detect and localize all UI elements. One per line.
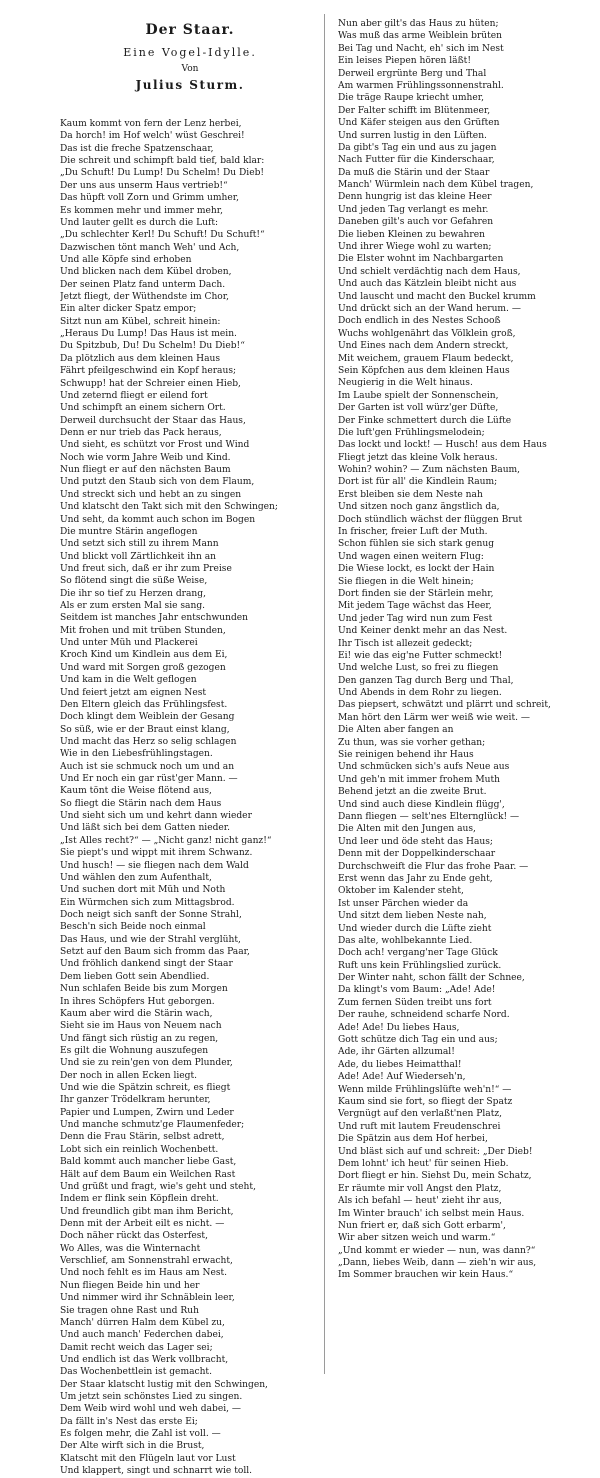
poem-line: „Und kommt er wieder — nun, was dann?“ (338, 1245, 536, 1256)
poem-line: Wir aber sitzen weich und warm.“ (338, 1233, 496, 1244)
poem-line: Sie fliegen in die Welt hinein; (338, 576, 474, 587)
poem-line: Dort fliegt er hin. Siehst Du, mein Schatz, (338, 1171, 532, 1182)
poem-line: Denn die Frau Stärin, selbst adrett, (60, 1132, 225, 1143)
poem-line: Damit recht weich das Lager sei; (60, 1342, 213, 1353)
poem-line: Im Winter brauch' ich selbst mein Haus. (338, 1208, 525, 1219)
poem-line: Und ward mit Sorgen groß gezogen (60, 662, 226, 673)
poem-line: Zu thun, was sie vorher gethan; (338, 737, 486, 748)
poem-line: Und fröhlich dankend singt der Staar (60, 959, 233, 970)
poem-line: „Heraus Du Lump! Das Haus ist mein. (60, 329, 237, 340)
poem-line: Das Wochenbettlein ist gemacht. (60, 1367, 212, 1378)
poem-line: Oktober im Kalender steht, (338, 886, 464, 897)
poem-line: Dem lieben Gott sein Abendlied. (60, 971, 210, 982)
poem-line: „Du schlechter Kerl! Du Schuft! Du Schuft!“ (60, 230, 265, 241)
poem-line: Kroch Kind um Kindlein aus dem Ei, (60, 650, 228, 661)
poem-line: Nun fliegt er auf den nächsten Baum (60, 465, 231, 476)
poem-line: Die luft'gen Frühlingsmelodein; (338, 427, 485, 438)
poem-line: Und drückt sich an der Wand herum. — (338, 303, 521, 314)
poem-line: Wo Alles, was die Winternacht (60, 1243, 201, 1254)
poem-line: Das ist die freche Spatzenschaar, (60, 143, 214, 154)
poem-line: Da gibt's Tag ein und aus zu jagen (338, 142, 497, 153)
poem-line: Erst bleiben sie dem Neste nah (338, 489, 483, 500)
poem-line: Den ganzen Tag durch Berg und Thal, (338, 675, 514, 686)
poem-line: Der Winter naht, schon fällt der Schnee, (338, 973, 525, 984)
poem-line: Lobt sich ein reinlich Wochenbett. (60, 1144, 219, 1155)
poem-line: Fliegt jetzt das kleine Volk heraus. (338, 452, 498, 463)
poem-line: Papier und Lumpen, Zwirn und Leder (60, 1107, 234, 1118)
poem-line: Dem lohnt' ich heut' für seinen Hieb. (338, 1158, 509, 1169)
poem-line: In frischer, freier Luft der Muth. (338, 527, 488, 538)
poem-line: Es kommen mehr und immer mehr, (60, 205, 223, 216)
poem-line: Es folgen mehr, die Zahl ist voll. — (60, 1429, 221, 1440)
poem-line: Hält auf dem Baum ein Weilchen Rast (60, 1169, 236, 1180)
poem-line: Und wieder durch die Lüfte zieht (338, 923, 492, 934)
poem-line: Der Garten ist voll würz'ger Düfte, (338, 403, 499, 414)
poem-line: Das hüpft voll Zorn und Grimm umher, (60, 193, 239, 204)
poem-line: Dazwischen tönt manch Weh' und Ach, (60, 242, 240, 253)
poem-line: Da fällt in's Nest das erste Ei; (60, 1416, 198, 1427)
poem-line: Dort ist für all' die Kindlein Raum; (338, 477, 498, 488)
poem-line: Und feiert jetzt am eignen Nest (60, 687, 207, 698)
poem-line: Er räumte mir voll Angst den Platz, (338, 1183, 502, 1194)
poem-line: Kaum sind sie fort, so fliegt der Spatz (338, 1096, 513, 1107)
poem-line: Und nimmer wird ihr Schnäblein leer, (60, 1293, 235, 1304)
poem-line: „Du Schuft! Du Lump! Du Schelm! Du Dieb! (60, 168, 265, 179)
poem-line: Jetzt fliegt, der Wüthendste im Chor, (60, 292, 230, 303)
poem-line: Sie piept's und wippt mit ihrem Schwanz. (60, 848, 253, 859)
poem-line: Um jetzt sein schönstes Lied zu singen. (60, 1392, 243, 1403)
poem-line: Und husch! — sie fliegen nach dem Wald (60, 860, 249, 871)
poem-line: Und Keiner denkt mehr an das Nest. (338, 626, 508, 637)
poem-line: Ist unser Pärchen wieder da (338, 898, 469, 909)
poem-line: Da klingt's vom Baum: „Ade! Ade! (338, 985, 496, 996)
poem-line: Und ruft mit lautem Freudenschrei (338, 1121, 501, 1132)
poem-line: Verschlief, am Sonnenstrahl erwacht, (60, 1256, 233, 1267)
poem-line: So fliegt die Stärin nach dem Haus (60, 798, 222, 809)
poem-line: Am warmen Frühlingssonnenstrahl. (338, 80, 504, 91)
poem-line: Und schimpft an einem sichern Ort. (60, 403, 226, 414)
poem-line: Der Falter schifft im Blütenmeer, (338, 105, 491, 116)
poem-line: Und lauscht und macht den Buckel krumm (338, 291, 536, 302)
poem-line: „Dann, liebes Weib, dann — zieh'n wir aus, (338, 1258, 537, 1269)
poem-line: Und endlich ist das Werk vollbracht, (60, 1354, 229, 1365)
poem-line: Manch' dürren Halm dem Kübel zu, (60, 1317, 225, 1328)
poem-line: Und freundlich gibt man ihm Bericht, (60, 1206, 234, 1217)
poem-line: Es gilt die Wohnung auszufegen (60, 1045, 209, 1056)
poem-line: Und blickt voll Zärtlichkeit ihn an (60, 551, 216, 562)
poem-line: Bei Tag und Nacht, eh' sich im Nest (338, 43, 504, 54)
poem-line: Gott schütze dich Tag ein und aus; (338, 1035, 498, 1046)
poem-line: Wenn milde Frühlingslüfte weh'n!“ — (338, 1084, 512, 1095)
poem-line: Und blicken nach dem Kübel droben, (60, 267, 232, 278)
poem-line: Und putzt den Staub sich von dem Flaum, (60, 477, 255, 488)
poem-title: Der Staar. (145, 22, 235, 38)
poem-line: Denn mit der Doppelkinderschaar (338, 849, 496, 860)
poem-line: Ei! wie das eig'ne Futter schmeckt! (338, 650, 503, 661)
poem-line: Ade, du liebes Heimatthal! (338, 1059, 462, 1070)
poem-line: Die Alten mit den Jungen aus, (338, 824, 476, 835)
poem-line: Und sie zu rein'gen von dem Plunder, (60, 1058, 233, 1069)
poem-line: Den Eltern gleich das Frühlingsfest. (60, 699, 228, 710)
poem-line: Denn er nur trieb das Pack heraus, (60, 427, 222, 438)
poem-subtitle: Eine Vogel-Idylle. (123, 46, 257, 59)
poem-line: Ein leises Piepen hören läßt! (338, 56, 471, 67)
poem-line: Und sitzt dem lieben Neste nah, (338, 911, 487, 922)
poem-line: Ein Würmchen sich zum Mittagsbrod. (60, 897, 235, 908)
poem-line: Im Laube spielt der Sonnenschein, (338, 390, 499, 401)
poem-line: Und unter Müh und Plackerei (60, 638, 198, 649)
poem-line: Und Er noch ein gar rüst'ger Mann. — (60, 774, 238, 785)
poem-line: Derweil ergrünte Berg und Thal (338, 68, 487, 79)
poem-line: Nun aber gilt's das Haus zu hüten; (338, 19, 499, 29)
poem-line: Doch klingt dem Weiblein der Gesang (60, 712, 235, 723)
poem-line: Zum fernen Süden treibt uns fort (338, 997, 492, 1008)
poem-line: Was muß das arme Weiblein brüten (338, 31, 503, 42)
poem-line: Nach Futter für die Kinderschaar, (338, 155, 495, 166)
poem-line: Besch'n sich Beide noch einmal (60, 922, 206, 933)
column-divider (324, 14, 325, 1374)
poem-line: Und grüßt und fragt, wie's geht und steht, (60, 1181, 256, 1192)
poem-line: Ihr Tisch ist allezeit gedeckt; (338, 638, 473, 649)
poem-line: Und sitzen noch ganz ängstlich da, (338, 502, 500, 513)
poem-line: Doch näher rückt das Osterfest, (60, 1231, 208, 1242)
poem-line: Und zeternd fliegt er eilend fort (60, 390, 208, 401)
poem-line: Und wie die Spätzin schreit, es fliegt (60, 1083, 231, 1094)
poem-line: Und ihrer Wiege wohl zu warten; (338, 242, 492, 253)
poem-line: Erst wenn das Jahr zu Ende geht, (338, 873, 493, 884)
poem-line: Ade, ihr Gärten allzumal! (338, 1047, 455, 1058)
left-column (60, 18, 310, 1478)
poem-line: Und suchen dort mit Müh und Noth (60, 885, 226, 896)
byline: Von (181, 64, 199, 74)
poem-line: Doch neigt sich sanft der Sonne Strahl, (60, 910, 242, 920)
poem-line: Bald kommt auch mancher liebe Gast, (60, 1157, 237, 1168)
poem-line: Und schmücken sich's aufs Neue aus (338, 762, 510, 773)
poem-line: Ein alter dicker Spatz empor; (60, 304, 197, 315)
poem-line: Setzt auf den Baum sich fromm das Paar, (60, 947, 250, 958)
poem-lines-left (60, 118, 310, 1478)
poem-line: Und Abends in dem Rohr zu liegen. (338, 688, 502, 699)
poem-line: Sieht sie im Haus von Neuem nach (60, 1021, 222, 1032)
poem-line: Nun fliegen Beide hin und her (60, 1280, 200, 1291)
poem-line: Indem er flink sein Köpflein dreht. (60, 1194, 219, 1205)
poem-line: Mit frohen und mit trüben Stunden, (60, 625, 226, 636)
poem-line: Der uns aus unserm Haus vertrieb!“ (60, 180, 228, 191)
poem-line: Die träge Raupe kriecht umher, (338, 93, 485, 104)
poem-line: Die Elster wohnt im Nachbargarten (338, 254, 504, 265)
poem-line: Und wählen den zum Aufenthalt, (60, 872, 212, 883)
poem-line: Mit weichem, grauem Flaum bedeckt, (338, 353, 514, 364)
poem-line: Wohin? wohin? — Zum nächsten Baum, (338, 465, 521, 476)
poem-line: Du Spitzbub, Du! Du Schelm! Du Dieb!“ (60, 341, 245, 352)
poem-line: Manch' Würmlein nach dem Kübel tragen, (338, 180, 534, 191)
poem-line: Und geh'n mit immer frohem Muth (338, 774, 501, 785)
poem-line: Und lauter gellt es durch die Luft: (60, 217, 219, 228)
poem-line: Doch endlich in des Nestes Schooß (338, 316, 501, 327)
poem-line: Sein Köpfchen aus dem kleinen Haus (338, 365, 510, 376)
poem-line: „Ist Alles recht?“ — „Nicht ganz! nicht ganz!“ (60, 835, 272, 846)
author-name: Julius Sturm. (135, 78, 245, 92)
poem-header (60, 22, 310, 92)
poem-line: Und freut sich, daß er ihr zum Preise (60, 563, 232, 574)
poem-line: Und alle Köpfe sind erhoben (60, 254, 192, 265)
poem-line: Und setzt sich still zu ihrem Mann (60, 539, 219, 550)
poem-line: Seitdem ist manches Jahr entschwunden (60, 613, 249, 624)
poem-line: Der noch in allen Ecken liegt. (60, 1070, 198, 1081)
poem-line: Sie tragen ohne Rast und Ruh (60, 1305, 199, 1316)
poem-line: Und sieht sich um und kehrt dann wieder (60, 811, 252, 822)
poem-line: Da plötzlich aus dem kleinen Haus (60, 353, 221, 364)
poem-line: Als er zum ersten Mal sie sang. (60, 601, 206, 612)
poem-line: Da horch! im Hof welch' wüst Geschrei! (60, 131, 245, 142)
poem-line: Schon fühlen sie sich stark genug (338, 539, 495, 550)
poem-line: Der rauhe, schneidend scharfe Nord. (338, 1010, 510, 1021)
poem-line: Doch ach! vergang'ner Tage Glück (338, 948, 498, 959)
poem-line: Und kam in die Welt geflogen (60, 675, 197, 686)
poem-line: Daneben gilt's auch vor Gefahren (338, 217, 494, 228)
poem-line: Und bläst sich auf und schreit: „Der Dieb! (338, 1146, 533, 1157)
poem-line: Sie reinigen behend ihr Haus (338, 750, 474, 761)
right-column (338, 18, 583, 1282)
poem-line: Und auch manch' Federchen dabei, (60, 1330, 224, 1341)
poem-line: Die Alten aber fangen an (338, 725, 454, 736)
poem-line: Sitzt nun am Kübel, schreit hinein: (60, 316, 221, 327)
poem-line: Kaum kommt von fern der Lenz herbei, (60, 119, 242, 129)
poem-line: Und streckt sich und hebt an zu singen (60, 489, 242, 500)
poem-line: Ihr ganzer Trödelkram herunter, (60, 1095, 211, 1106)
poem-line: Dort finden sie der Stärlein mehr, (338, 588, 494, 599)
poem-line: Und wagen einen weitern Flug: (338, 551, 484, 562)
poem-line: Durchschweift die Flur das frohe Paar. — (338, 861, 529, 872)
poem-line: Ruft uns kein Frühlingslied zurück. (338, 960, 502, 971)
poem-line: Denn mit der Arbeit eilt es nicht. — (60, 1218, 225, 1229)
poem-line: Und klappert, singt und schnarrt wie toll. (60, 1466, 253, 1477)
poem-line: Der Staar klatscht lustig mit den Schwingen, (60, 1379, 268, 1390)
poem-line: Und leer und öde steht das Haus; (338, 836, 493, 847)
poem-line: So flötend singt die süße Weise, (60, 576, 208, 587)
poem-line: Und jeder Tag wird nun zum Fest (338, 613, 493, 624)
poem-line: In ihres Schöpfers Hut geborgen. (60, 996, 215, 1007)
poem-line: Der Alte wirft sich in die Brust, (60, 1441, 205, 1452)
poem-line: Der Finke schmettert durch die Lüfte (338, 415, 512, 426)
poem-line: Dann fliegen — selt'nes Elternglück! — (338, 812, 520, 822)
poem-line: So süß, wie er der Braut einst klang, (60, 724, 230, 735)
poem-line: Behend jetzt an die zweite Brut. (338, 787, 487, 798)
poem-line: Kaum aber wird die Stärin wach, (60, 1008, 213, 1019)
poem-line: Als ich befahl — heut' zieht ihr aus, (338, 1196, 502, 1207)
poem-line: Ade! Ade! Auf Wiederseh'n, (338, 1072, 466, 1083)
poem-line: Und fängt sich rüstig an zu regen, (60, 1033, 219, 1044)
poem-line: Nun friert er, daß sich Gott erbarm', (338, 1220, 506, 1231)
poem-line: Auch ist sie schmuck noch um und an (60, 761, 235, 772)
poem-line: Das Haus, und wie der Strahl verglüht, (60, 934, 241, 945)
poem-line: Denn hungrig ist das kleine Heer (338, 192, 492, 203)
poem-line: Mit jedem Tage wächst das Heer, (338, 601, 492, 612)
poem-line: Und Eines nach dem Andern streckt, (338, 341, 509, 352)
poem-line: Das piepsert, schwätzt und plärrt und schreit, (338, 700, 551, 711)
poem-line: Die schreit und schimpft bald tief, bald klar: (60, 156, 265, 167)
poem-line: Und jeden Tag verlangt es mehr. (338, 204, 489, 215)
poem-line: Fährt pfeilgeschwind ein Kopf heraus; (60, 366, 237, 377)
poem-line: Und Käfer steigen aus den Grüften (338, 118, 500, 129)
poem-line: Die ihr so tief zu Herzen drang, (60, 588, 206, 599)
poem-line: Und welche Lust, so frei zu fliegen (338, 663, 499, 674)
poem-line: Da muß die Stärin und der Staar (338, 167, 490, 178)
poem-line: Und klatscht den Takt sich mit den Schwingen; (60, 502, 278, 513)
poem-line: Man hört den Lärm wer weiß wie weit. — (338, 712, 530, 723)
poem-lines-right (338, 18, 583, 1282)
poem-line: Im Sommer brauchen wir kein Haus.“ (338, 1270, 514, 1281)
poem-line: Die Wiese lockt, es lockt der Hain (338, 564, 495, 575)
poem-line: Das lockt und lockt! — Husch! aus dem Haus (338, 440, 547, 451)
poem-line: Und surren lustig in den Lüften. (338, 130, 487, 141)
poem-line: Der seinen Platz fand unterm Dach. (60, 279, 226, 290)
poem-line: Vergnügt auf den verlaßt'nen Platz, (338, 1109, 503, 1120)
poem-line: Dem Weib wird wohl und weh dabei, — (60, 1404, 242, 1415)
poem-line: Klatscht mit den Flügeln laut vor Lust (60, 1453, 236, 1464)
poem-line: Und schielt verdächtig nach dem Haus, (338, 266, 521, 277)
poem-line: Und auch das Kätzlein bleibt nicht aus (338, 279, 517, 290)
poem-line: Wuchs wohlgenährt das Völklein groß, (338, 328, 516, 339)
poem-line: Das alte, wohlbekannte Lied. (338, 935, 473, 946)
poem-line: Neugierig in die Welt hinaus. (338, 378, 473, 389)
poem-line: Und sind auch diese Kindlein flügg', (338, 799, 505, 810)
poem-line: Noch wie vorm Jahre Weib und Kind. (60, 452, 231, 463)
poem-line: Wie in den Liebesfrühlingstagen. (60, 749, 213, 760)
poem-line: Und sieht, es schützt vor Frost und Wind (60, 440, 250, 451)
poem-line: Und noch fehlt es im Haus am Nest. (60, 1268, 228, 1279)
poem-line: Und manche schmutz'ge Flaumenfeder; (60, 1120, 245, 1131)
poem-line: Derweil durchsucht der Staar das Haus, (60, 415, 246, 426)
poem-line: Nun schlafen Beide bis zum Morgen (60, 984, 228, 995)
poem-line: Doch stündlich wächst der flüggen Brut (338, 514, 523, 525)
poem-line: Die Spätzin aus dem Hof herbei, (338, 1134, 488, 1145)
poem-line: Und seht, da kommt auch schon im Bogen (60, 514, 256, 525)
poem-line: Kaum tönt die Weise flötend aus, (60, 786, 212, 797)
poem-line: Und läßt sich bei dem Gatten nieder. (60, 823, 231, 834)
poem-line: Ade! Ade! Du liebes Haus, (338, 1022, 460, 1033)
poem-line: Die lieben Kleinen zu bewahren (338, 229, 485, 240)
poem-line: Schwupp! hat der Schreier einen Hieb, (60, 378, 241, 389)
poem-line: Die muntre Stärin angeflogen (60, 526, 198, 537)
poem-line: Und macht das Herz so selig schlagen (60, 736, 237, 747)
